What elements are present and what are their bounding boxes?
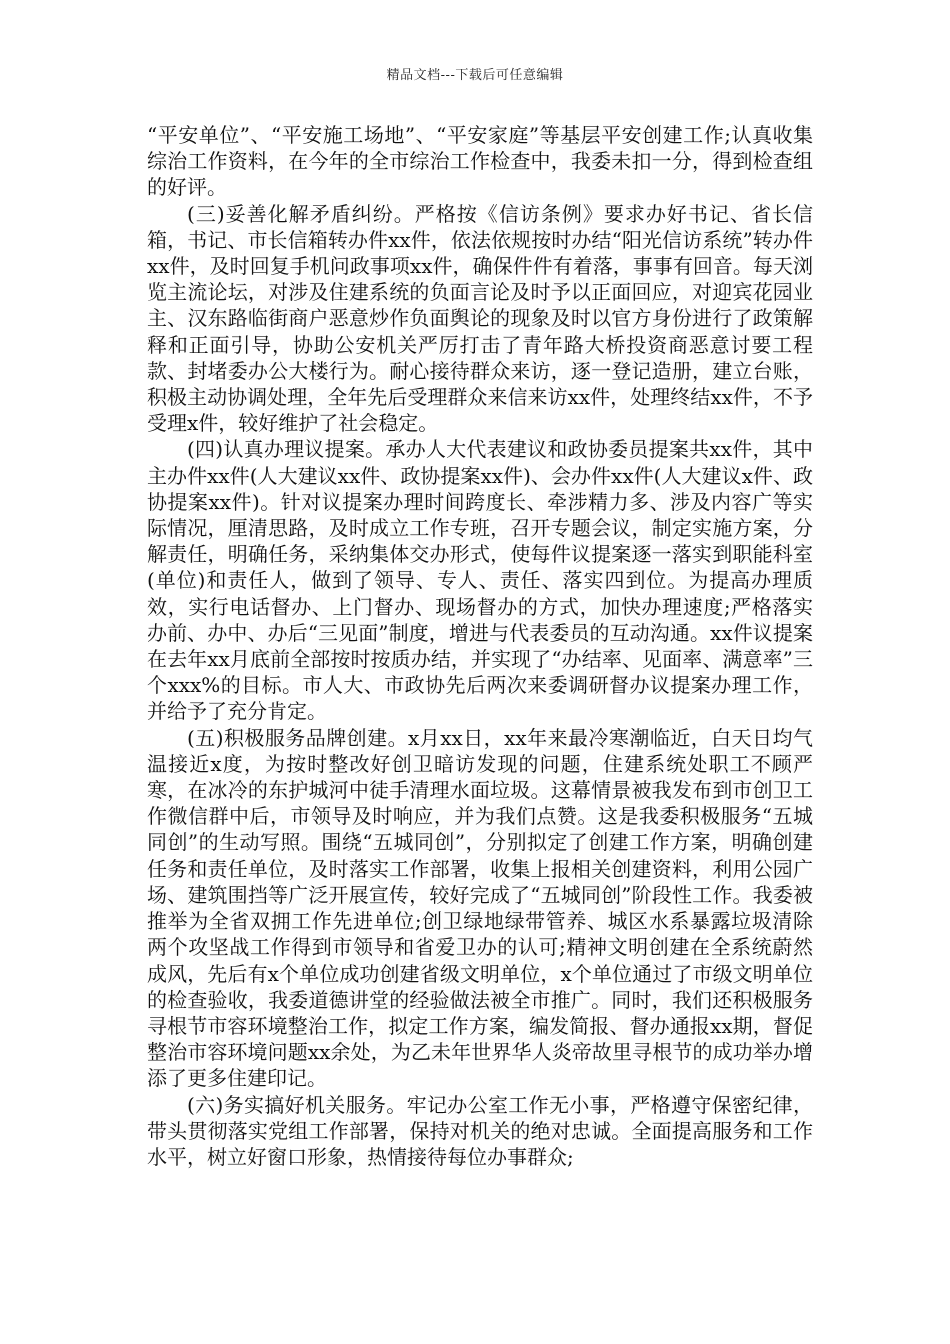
document-body: [147, 122, 813, 1170]
paragraph-section-three: (三)妥善化解矛盾纠纷。严格按《信访条例》要求办好书记、省长信箱，书记、市长信箱转办件xx件，依法依规按时办结“阳光信访系统”转办件xx件，及时回复手机问政事项xx件，确保件件有着落，事事有回音。每天浏览主流论坛，对涉及住建系统的负面言论及时予以正面回应，对迎宾花园业主、汉东路临街商户恶意炒作负面舆论的现象及时以官方身份进行了政策解释和正面引导，协助公安机关严厉打击了青年路大桥投资商恶意讨要工程款、封堵委办公大楼行为。耐心接待群众来访，逐一登记造册，建立台账，积极主动协调处理，全年先后受理群众来信来访xx件，处理终结xx件，不予受理x件，较好维护了社会稳定。: [147, 201, 813, 436]
page-header: 精品文档---下载后可任意编辑: [386, 68, 564, 83]
paragraph-continuation: “平安单位”、“平安施工场地”、“平安家庭”等基层平安创建工作;认真收集综治工作资料，在今年的全市综治工作检查中，我委未扣一分，得到检查组的好评。: [147, 123, 813, 200]
paragraph-section-six: (六)务实搞好机关服务。牢记办公室工作无小事，严格遵守保密纪律，带头贯彻落实党组工作部署，保持对机关的绝对忠诚。全面提高服务和工作水平，树立好窗口形象，热情接待每位办事群众;: [147, 1092, 813, 1169]
paragraph-section-five: (五)积极服务品牌创建。x月xx日，xx年来最冷寒潮临近，白天日均气温接近x度，为按时整改好创卫暗访发现的问题，住建系统处职工不顾严寒，在冰冷的东护城河中徒手清理水面垃圾。这幕情景被我发布到市创卫工作微信群中后，市领导及时响应，并为我们点赞。这是我委积极服务“五城同创”的生动写照。围绕“五城同创”，分别拟定了创建工作方案，明确创建任务和责任单位，及时落实工作部署，收集上报相关创建资料，利用公园广场、建筑围挡等广泛开展宣传，较好完成了“五城同创”阶段性工作。我委被推举为全省双拥工作先进单位;创卫绿地绿带管养、城区水系暴露垃圾清除两个攻坚战工作得到市领导和省爱卫办的认可;精神文明创建在全系统蔚然成风，先后有x个单位成功创建省级文明单位，x个单位通过了市级文明单位的检查验收，我委道德讲堂的经验做法被全市推广。同时，我们还积极服务寻根节市容环境整治工作，拟定工作方案，编发简报、督办通报xx期，督促整治市容环境问题xx余处，为乙未年世界华人炎帝故里寻根节的成功举办增添了更多住建印记。: [147, 725, 813, 1091]
paragraph-section-four: (四)认真办理议提案。承办人大代表建议和政协委员提案共xx件，其中主办件xx件(人大建议xx件、政协提案xx件)、会办件xx件(人大建议x件、政协提案xx件)。针对议提案办理时间跨度长、牵涉精力多、涉及内容广等实际情况，厘清思路，及时成立工作专班，召开专题会议，制定实施方案，分解责任，明确任务，采纳集体交办形式，使每件议提案逐一落实到职能科室(单位)和责任人，做到了领导、专人、责任、落实四到位。为提高办理质效，实行电话督办、上门督办、现场督办的方式，加快办理速度;严格落实办前、办中、办后“三见面”制度，增进与代表委员的互动沟通。xx件议提案在去年xx月底前全部按时按质办结，并实现了“办结率、见面率、满意率”三个xxx%的目标。市人大、市政协先后两次来委调研督办议提案办理工作，并给予了充分肯定。: [147, 437, 813, 724]
